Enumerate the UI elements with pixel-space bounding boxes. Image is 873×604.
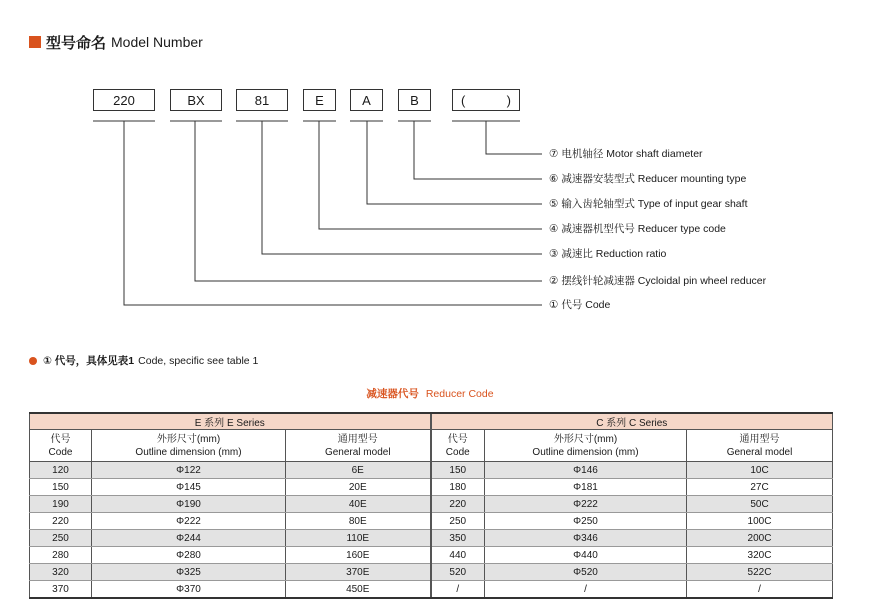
table-cell: 350	[431, 530, 485, 547]
table-cell: 220	[431, 496, 485, 513]
code-note	[29, 353, 258, 368]
label-code: ① 代号 Code	[549, 299, 611, 311]
series-e-header: E 系列 E Series	[30, 413, 431, 430]
table-cell: 190	[30, 496, 92, 513]
table-cell: Φ244	[92, 530, 286, 547]
table-cell: 320	[30, 564, 92, 581]
table-cell: 50C	[687, 496, 833, 513]
table-cell: 370	[30, 581, 92, 599]
table-title-en: Reducer Code	[425, 388, 494, 400]
table-cell: Φ190	[92, 496, 286, 513]
table-cell: Φ346	[485, 530, 687, 547]
col-header-e-model: 通用型号 General model	[286, 430, 431, 462]
table-cell: 180	[431, 479, 485, 496]
code-box-type: E	[303, 89, 336, 111]
table-cell: 250	[30, 530, 92, 547]
table-row	[30, 581, 833, 599]
code-box-code: 220	[93, 89, 155, 111]
table-cell: 522C	[687, 564, 833, 581]
table-row	[30, 479, 833, 496]
table-row	[30, 547, 833, 564]
table-cell: /	[485, 581, 687, 599]
table-cell: 520	[431, 564, 485, 581]
label-motor-shaft: ⑦ 电机轴径 Motor shaft diameter	[549, 148, 703, 160]
heading-title-en: Model Number	[111, 34, 203, 50]
label-input-gear-shaft: ⑤ 输入齿轮轴型式 Type of input gear shaft	[549, 198, 748, 210]
table-title	[0, 386, 860, 401]
code-box-series: BX	[170, 89, 222, 111]
table-row	[30, 462, 833, 479]
col-header-c-outline: 外形尺寸(mm) Outline dimension (mm)	[485, 430, 687, 462]
table-cell: 110E	[286, 530, 431, 547]
table-cell: /	[687, 581, 833, 599]
table-row	[30, 496, 833, 513]
col-header-e-code: 代号 Code	[30, 430, 92, 462]
column-header-row	[30, 430, 833, 462]
table-cell: 6E	[286, 462, 431, 479]
table-cell: 160E	[286, 547, 431, 564]
table-cell: Φ520	[485, 564, 687, 581]
table-cell: Φ122	[92, 462, 286, 479]
note-text: Code, specific see table 1	[138, 354, 259, 367]
table-cell: 450E	[286, 581, 431, 599]
table-cell: 440	[431, 547, 485, 564]
reducer-code-table	[29, 412, 833, 599]
table-cell: Φ181	[485, 479, 687, 496]
table-cell: 200C	[687, 530, 833, 547]
paren-open: (	[461, 92, 466, 108]
col-header-c-model: 通用型号 General model	[687, 430, 833, 462]
table-cell: 100C	[687, 513, 833, 530]
code-box-mounting: B	[398, 89, 431, 111]
col-header-c-code: 代号 Code	[431, 430, 485, 462]
series-c-header: C 系列 C Series	[431, 413, 833, 430]
label-mounting-type: ⑥ 减速器安装型式 Reducer mounting type	[549, 173, 747, 185]
table-cell: Φ325	[92, 564, 286, 581]
table-cell: 370E	[286, 564, 431, 581]
bullet-dot-icon	[29, 357, 37, 365]
table-row	[30, 530, 833, 547]
table-row	[30, 564, 833, 581]
table-cell: 27C	[687, 479, 833, 496]
table-cell: /	[431, 581, 485, 599]
paren-close: )	[506, 92, 511, 108]
table-cell: 280	[30, 547, 92, 564]
table-cell: 320C	[687, 547, 833, 564]
table-cell: 80E	[286, 513, 431, 530]
table-cell: 20E	[286, 479, 431, 496]
code-box-input-shaft: A	[350, 89, 383, 111]
table-cell: 120	[30, 462, 92, 479]
table-cell: 40E	[286, 496, 431, 513]
table-title-zh: 减速器代号	[366, 388, 419, 400]
note-prefix: ① 代号，具体见表1	[43, 355, 135, 367]
label-reduction-ratio: ③ 减速比 Reduction ratio	[549, 248, 667, 260]
heading-title-zh: 型号命名	[46, 34, 107, 52]
table-cell: Φ146	[485, 462, 687, 479]
table-cell: Φ222	[92, 513, 286, 530]
table-cell: Φ222	[485, 496, 687, 513]
label-cycloidal-reducer: ② 摆线针轮减速器 Cycloidal pin wheel reducer	[549, 275, 767, 287]
table-cell: 150	[431, 462, 485, 479]
table-cell: Φ145	[92, 479, 286, 496]
label-reducer-type: ④ 减速器机型代号 Reducer type code	[549, 223, 726, 235]
table-cell: 250	[431, 513, 485, 530]
col-header-e-outline: 外形尺寸(mm) Outline dimension (mm)	[92, 430, 286, 462]
table-cell: 10C	[687, 462, 833, 479]
table-cell: Φ250	[485, 513, 687, 530]
table-cell: Φ280	[92, 547, 286, 564]
table-cell: Φ440	[485, 547, 687, 564]
table-cell: 220	[30, 513, 92, 530]
table-cell: 150	[30, 479, 92, 496]
table-cell: Φ370	[92, 581, 286, 599]
table-row	[30, 513, 833, 530]
code-box-ratio: 81	[236, 89, 288, 111]
series-header-row	[30, 413, 833, 430]
